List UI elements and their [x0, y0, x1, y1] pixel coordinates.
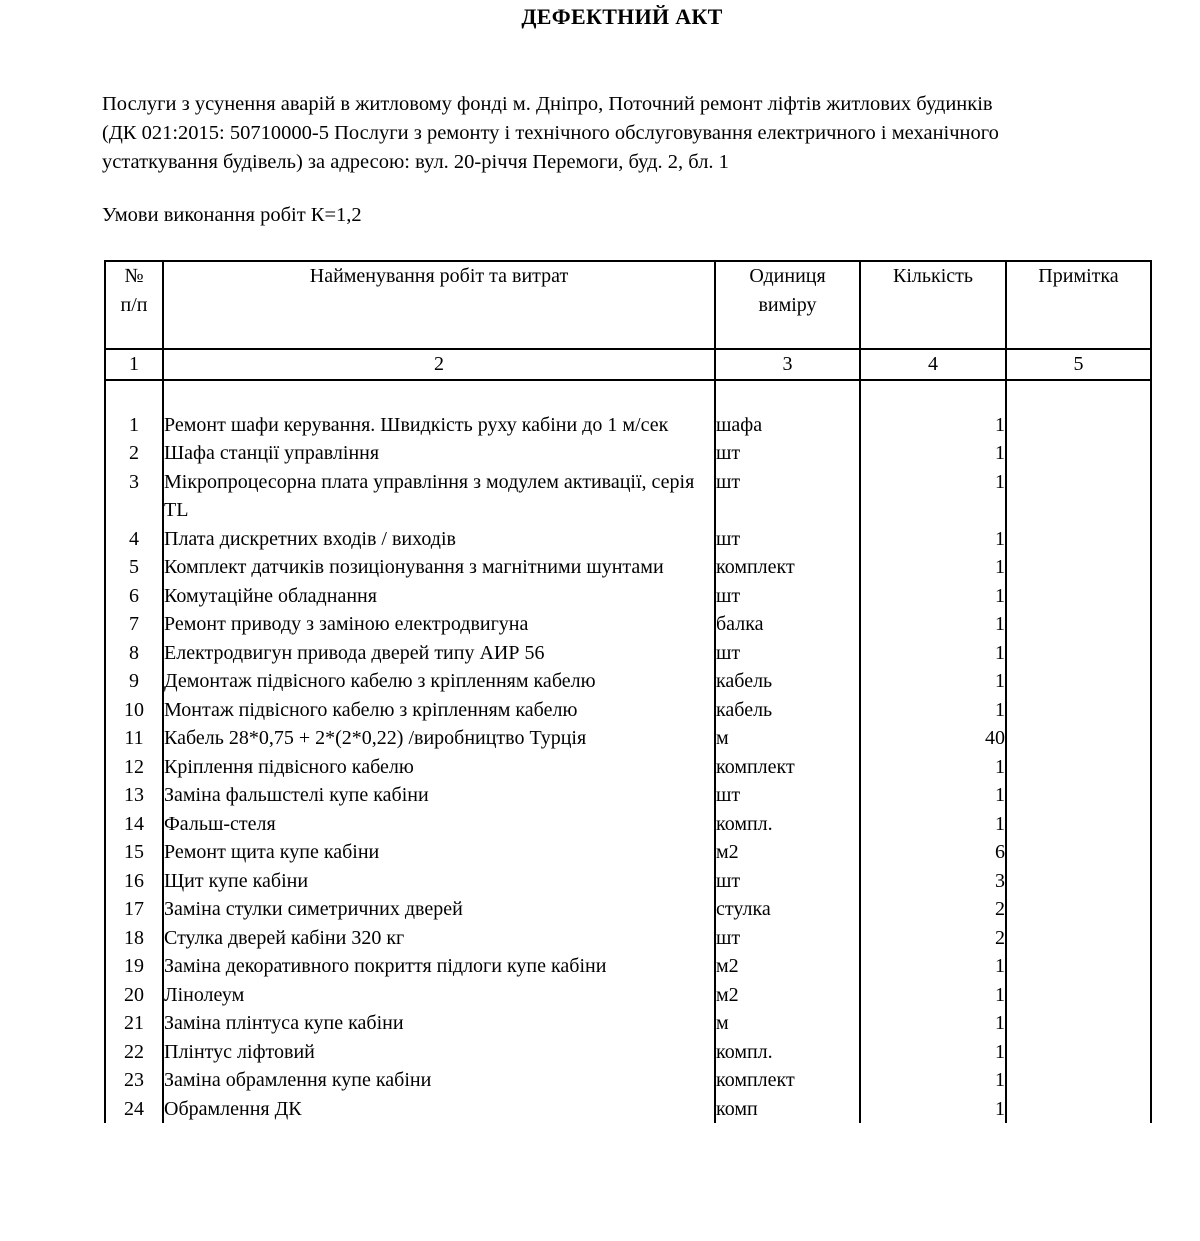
- row-number: 14: [105, 810, 163, 839]
- row-unit: шт: [715, 439, 860, 468]
- row-quantity: 1: [860, 411, 1006, 440]
- table-row: [105, 582, 1151, 611]
- row-unit: кабель: [715, 696, 860, 725]
- row-unit: м2: [715, 838, 860, 867]
- table-row: [105, 952, 1151, 981]
- row-number: 2: [105, 439, 163, 468]
- row-quantity: 1: [860, 753, 1006, 782]
- row-quantity: 1: [860, 981, 1006, 1010]
- row-quantity: 1: [860, 610, 1006, 639]
- table-row: [105, 553, 1151, 582]
- row-number: 18: [105, 924, 163, 953]
- row-unit: стулка: [715, 895, 860, 924]
- row-name: Обрамлення ДК: [163, 1095, 715, 1124]
- row-number: 22: [105, 1038, 163, 1067]
- row-number: 20: [105, 981, 163, 1010]
- table-row: [105, 439, 1151, 468]
- row-note: [1006, 439, 1151, 468]
- row-note: [1006, 924, 1151, 953]
- row-note: [1006, 553, 1151, 582]
- row-unit: компл.: [715, 1038, 860, 1067]
- row-number: 16: [105, 867, 163, 896]
- row-number: 23: [105, 1066, 163, 1095]
- row-number: 4: [105, 525, 163, 554]
- row-unit: комплект: [715, 753, 860, 782]
- column-number: 4: [860, 349, 1006, 380]
- column-number: 1: [105, 349, 163, 380]
- row-quantity: 40: [860, 724, 1006, 753]
- row-quantity: 1: [860, 468, 1006, 525]
- column-number: 2: [163, 349, 715, 380]
- row-note: [1006, 781, 1151, 810]
- row-quantity: 1: [860, 525, 1006, 554]
- row-number: 12: [105, 753, 163, 782]
- column-number: 3: [715, 349, 860, 380]
- row-note: [1006, 667, 1151, 696]
- header-name: Найменування робіт та витрат: [163, 261, 715, 349]
- table-row: [105, 895, 1151, 924]
- row-note: [1006, 525, 1151, 554]
- row-number: 9: [105, 667, 163, 696]
- row-quantity: 1: [860, 781, 1006, 810]
- row-name: Комплект датчиків позиціонування з магнітними шунтами: [163, 553, 715, 582]
- table-row: [105, 981, 1151, 1010]
- row-note: [1006, 610, 1151, 639]
- row-name: Заміна фальшстелі купе кабіни: [163, 781, 715, 810]
- row-name: Лінолеум: [163, 981, 715, 1010]
- row-number: 21: [105, 1009, 163, 1038]
- spacer-row: [105, 380, 1151, 411]
- row-unit: шт: [715, 781, 860, 810]
- row-name: Заміна плінтуса купе кабіни: [163, 1009, 715, 1038]
- row-note: [1006, 639, 1151, 668]
- row-quantity: 1: [860, 1095, 1006, 1124]
- row-note: [1006, 810, 1151, 839]
- table-row: [105, 1038, 1151, 1067]
- row-quantity: 1: [860, 439, 1006, 468]
- row-name: Заміна стулки симетричних дверей: [163, 895, 715, 924]
- row-number: 7: [105, 610, 163, 639]
- row-number: 17: [105, 895, 163, 924]
- row-note: [1006, 1066, 1151, 1095]
- row-note: [1006, 1009, 1151, 1038]
- table-row: [105, 525, 1151, 554]
- row-number: 10: [105, 696, 163, 725]
- row-quantity: 1: [860, 1066, 1006, 1095]
- row-note: [1006, 468, 1151, 525]
- document-title: ДЕФЕКТНИЙ АКТ: [521, 4, 723, 29]
- table-row: [105, 1009, 1151, 1038]
- row-unit: шт: [715, 468, 860, 525]
- row-unit: комп: [715, 1095, 860, 1124]
- row-note: [1006, 895, 1151, 924]
- row-number: 15: [105, 838, 163, 867]
- row-number: 11: [105, 724, 163, 753]
- row-number: 6: [105, 582, 163, 611]
- row-number: 3: [105, 468, 163, 525]
- row-number: 24: [105, 1095, 163, 1124]
- column-number-row: [105, 349, 1151, 380]
- service-description: [102, 90, 1162, 177]
- header-number: № п/п: [105, 261, 163, 349]
- row-unit: комплект: [715, 553, 860, 582]
- row-name: Кріплення підвісного кабелю: [163, 753, 715, 782]
- row-name: Мікропроцесорна плата управління з модулем активації, серія TL: [163, 468, 715, 525]
- column-number: 5: [1006, 349, 1151, 380]
- row-unit: шт: [715, 924, 860, 953]
- row-quantity: 1: [860, 582, 1006, 611]
- table-row: [105, 468, 1151, 525]
- row-number: 8: [105, 639, 163, 668]
- defect-table: [104, 260, 1152, 1123]
- table-row: [105, 639, 1151, 668]
- table-row: [105, 411, 1151, 440]
- row-name: Монтаж підвісного кабелю з кріпленням кабелю: [163, 696, 715, 725]
- row-note: [1006, 1038, 1151, 1067]
- row-unit: балка: [715, 610, 860, 639]
- row-unit: шафа: [715, 411, 860, 440]
- row-name: Кабель 28*0,75 + 2*(2*0,22) /виробництво Турція: [163, 724, 715, 753]
- row-name: Ремонт приводу з заміною електродвигуна: [163, 610, 715, 639]
- table-row: [105, 924, 1151, 953]
- row-unit: комплект: [715, 1066, 860, 1095]
- row-unit: м2: [715, 952, 860, 981]
- row-unit: кабель: [715, 667, 860, 696]
- row-name: Плата дискретних входів / виходів: [163, 525, 715, 554]
- row-number: 19: [105, 952, 163, 981]
- table-row: [105, 867, 1151, 896]
- work-conditions: Умови виконання робіт К=1,2: [102, 204, 362, 226]
- row-unit: шт: [715, 525, 860, 554]
- row-quantity: 6: [860, 838, 1006, 867]
- table-row: [105, 838, 1151, 867]
- table-row: [105, 1066, 1151, 1095]
- row-name: Комутаційне обладнання: [163, 582, 715, 611]
- row-number: 5: [105, 553, 163, 582]
- header-note: Примітка: [1006, 261, 1151, 349]
- row-name: Фальш-стеля: [163, 810, 715, 839]
- row-unit: м: [715, 1009, 860, 1038]
- row-note: [1006, 411, 1151, 440]
- row-unit: шт: [715, 639, 860, 668]
- row-quantity: 3: [860, 867, 1006, 896]
- description-line: устаткування будівель) за адресою: вул. 20-річчя Перемоги, буд. 2, бл. 1: [102, 151, 729, 173]
- row-name: Електродвигун привода дверей типу АИР 56: [163, 639, 715, 668]
- row-number: 13: [105, 781, 163, 810]
- row-quantity: 1: [860, 667, 1006, 696]
- row-quantity: 1: [860, 639, 1006, 668]
- row-unit: шт: [715, 867, 860, 896]
- row-name: Ремонт щита купе кабіни: [163, 838, 715, 867]
- row-name: Стулка дверей кабіни 320 кг: [163, 924, 715, 953]
- table-row: [105, 667, 1151, 696]
- row-name: Ремонт шафи керування. Швидкість руху кабіни до 1 м/сек: [163, 411, 715, 440]
- header-quantity: Кількість: [860, 261, 1006, 349]
- table-row: [105, 724, 1151, 753]
- row-quantity: 1: [860, 696, 1006, 725]
- row-quantity: 1: [860, 1009, 1006, 1038]
- row-name: Щит купе кабіни: [163, 867, 715, 896]
- row-note: [1006, 1095, 1151, 1124]
- row-unit: шт: [715, 582, 860, 611]
- table-header-row: [105, 261, 1151, 349]
- row-quantity: 1: [860, 553, 1006, 582]
- row-quantity: 1: [860, 1038, 1006, 1067]
- row-unit: м2: [715, 981, 860, 1010]
- table-row: [105, 696, 1151, 725]
- row-note: [1006, 952, 1151, 981]
- header-unit: Одиниця виміру: [715, 261, 860, 349]
- table-row: [105, 1095, 1151, 1124]
- row-quantity: 1: [860, 810, 1006, 839]
- row-name: Заміна обрамлення купе кабіни: [163, 1066, 715, 1095]
- row-name: Заміна декоративного покриття підлоги купе кабіни: [163, 952, 715, 981]
- row-quantity: 2: [860, 895, 1006, 924]
- table-row: [105, 610, 1151, 639]
- row-note: [1006, 582, 1151, 611]
- row-quantity: 2: [860, 924, 1006, 953]
- row-number: 1: [105, 411, 163, 440]
- row-quantity: 1: [860, 952, 1006, 981]
- row-note: [1006, 753, 1151, 782]
- description-line: (ДК 021:2015: 50710000-5 Послуги з ремонту і технічного обслуговування електричного і механічного: [102, 122, 999, 144]
- table-row: [105, 781, 1151, 810]
- row-name: Шафа станції управління: [163, 439, 715, 468]
- table-row: [105, 810, 1151, 839]
- row-note: [1006, 867, 1151, 896]
- row-note: [1006, 724, 1151, 753]
- row-unit: м: [715, 724, 860, 753]
- row-name: Демонтаж підвісного кабелю з кріпленням кабелю: [163, 667, 715, 696]
- row-note: [1006, 838, 1151, 867]
- description-line: Послуги з усунення аварій в житловому фонді м. Дніпро, Поточний ремонт ліфтів житлових будинків: [102, 93, 993, 115]
- row-unit: компл.: [715, 810, 860, 839]
- row-name: Плінтус ліфтовий: [163, 1038, 715, 1067]
- row-note: [1006, 696, 1151, 725]
- table-row: [105, 753, 1151, 782]
- row-note: [1006, 981, 1151, 1010]
